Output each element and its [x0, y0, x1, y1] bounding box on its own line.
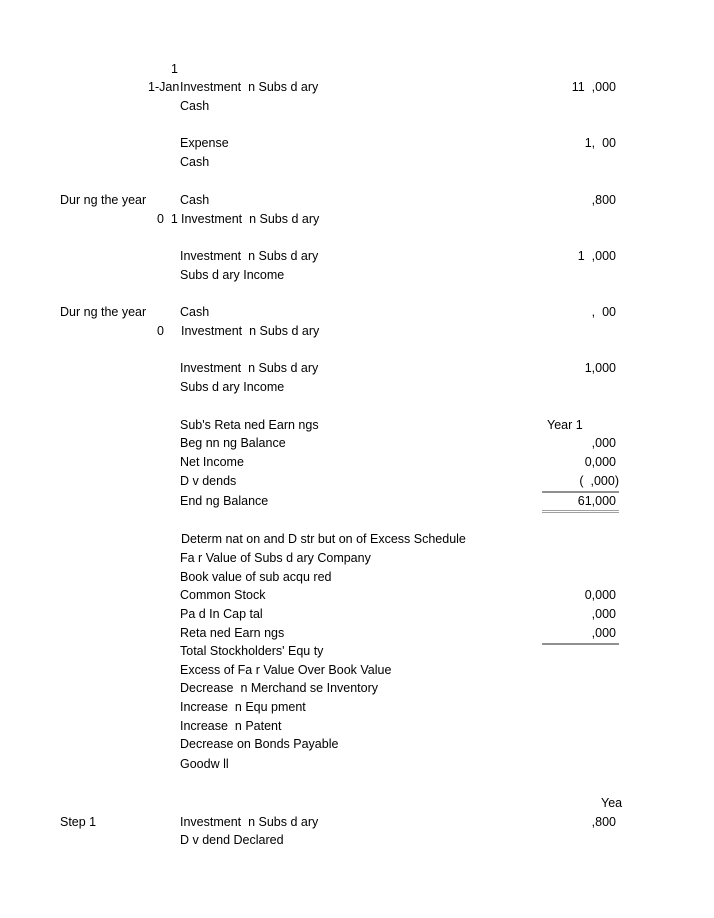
row-label: Goodw ll: [180, 757, 229, 771]
amount-value: ,800: [591, 815, 616, 829]
period-label: Dur ng the year: [60, 193, 147, 207]
entry-prefix: 0: [157, 324, 164, 338]
row-value: 0,000: [584, 588, 616, 602]
row-label: Common Stock: [180, 588, 266, 602]
amount-value: 11 ,000: [571, 80, 616, 94]
row-label: Pa d In Cap tal: [180, 607, 263, 621]
account-label: Subs d ary Income: [180, 380, 285, 394]
row-value: 0,000: [584, 455, 616, 469]
subtotal-rule: [542, 643, 619, 645]
page-number: 1: [171, 62, 178, 76]
row-label: Net Income: [180, 455, 244, 469]
row-label: Increase n Equ pment: [180, 700, 306, 714]
row-label: Fa r Value of Subs d ary Company: [180, 551, 371, 565]
period-label: Dur ng the year: [60, 305, 147, 319]
account-label: Cash: [180, 155, 210, 169]
account-label: Investment n Subs d ary: [180, 80, 319, 94]
total-double-rule: [542, 510, 619, 514]
entry-date: 1-Jan: [148, 80, 180, 94]
row-label: D v dends: [180, 474, 237, 488]
row-label: Decrease n Merchand se Inventory: [180, 681, 379, 695]
row-value: ,000: [591, 626, 616, 640]
account-label: Expense: [180, 136, 229, 150]
row-value: ( ,000): [579, 474, 619, 488]
row-value: ,000: [591, 607, 616, 621]
row-label: End ng Balance: [180, 494, 269, 508]
account-label: Cash: [180, 305, 210, 319]
year-header: Yea: [601, 796, 623, 810]
account-label: Investment n Subs d ary: [181, 324, 320, 338]
amount-value: 1,000: [584, 361, 616, 375]
section-title: Sub's Reta ned Earn ngs: [180, 418, 319, 432]
account-label: Investment n Subs d ary: [180, 815, 319, 829]
row-label: Decrease on Bonds Payable: [180, 737, 339, 751]
account-label: Investment n Subs d ary: [180, 249, 319, 263]
amount-value: 1, 00: [584, 136, 616, 150]
amount-value: 1 ,000: [577, 249, 616, 263]
section-title: Determ nat on and D str but on of Excess Schedule: [181, 532, 466, 546]
account-label: Investment n Subs d ary: [181, 212, 320, 226]
year-header: Year 1: [547, 418, 583, 432]
row-label: Book value of sub acqu red: [180, 570, 332, 584]
account-label: Cash: [180, 99, 210, 113]
amount-value: , 00: [591, 305, 616, 319]
account-label: Subs d ary Income: [180, 268, 285, 282]
account-label: Cash: [180, 193, 210, 207]
row-value: 61,000: [577, 494, 616, 508]
row-label: Total Stockholders' Equ ty: [180, 644, 324, 658]
subtotal-rule: [542, 491, 619, 493]
row-label: Increase n Patent: [180, 719, 282, 733]
step-label: Step 1: [60, 815, 97, 829]
account-label: Investment n Subs d ary: [180, 361, 319, 375]
row-value: ,000: [591, 436, 616, 450]
entry-prefix: 0 1: [157, 212, 178, 226]
row-label: Beg nn ng Balance: [180, 436, 286, 450]
row-label: Reta ned Earn ngs: [180, 626, 285, 640]
row-label: Excess of Fa r Value Over Book Value: [180, 663, 392, 677]
amount-value: ,800: [591, 193, 616, 207]
account-label: D v dend Declared: [180, 833, 284, 847]
